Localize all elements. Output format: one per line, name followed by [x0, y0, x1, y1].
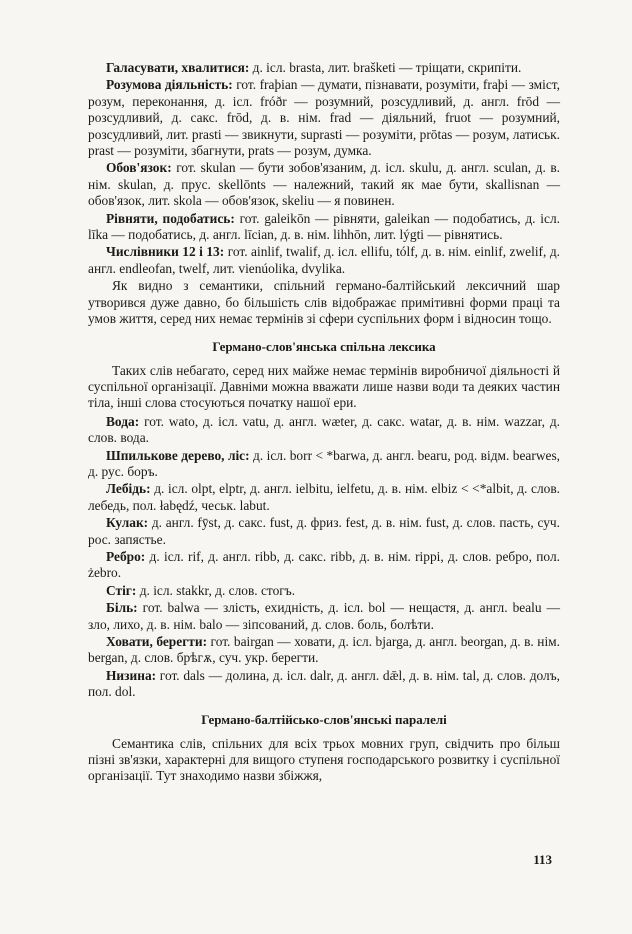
entry-mental-activity: Розумова діяльність: гот. fraþian — думати, пізнавати, розуміти, fraþi — зміст, розум, переконання, д. ісл. fróðr — розумний, розсудливий, д. англ. frōd — розсудливий, д. сакс. frōd, д. в. нім. frad — діяльний, fruot — розумний, розсудливий, лит. prasti — звикнути, suprasti — розуміти, prōtas — розум, латиськ. prast — розуміти, збагнути, prats — розум, думка.	[88, 77, 560, 159]
entry-hide-keep: Ховати, берегти: гот. bairgan — ховати, д. ісл. bjarga, д. англ. beorgan, д. в. нім. bergan, д. слов. брѣгѫ, суч. укр. берегти.	[88, 634, 560, 666]
entry-conifer-forest: Шпилькове дерево, ліс: д. ісл. borr < *barwa, д. англ. bearu, род. відм. bearwes, д. рус. боръ.	[88, 447, 560, 479]
entry-duty: Обов'язок: гот. skulan — бути зобов'язаним, д. ісл. skulu, д. англ. sculan, д. в. нім. skulan, д. прус. skellōnts — належний, такий як мае бути, skallisnan — обов'язок, лит. skola — обов'язок, skeliu — я повинен.	[88, 160, 560, 209]
section-title-germanic-baltic-slavic: Германо-балтійсько-слов'янські паралелі	[201, 711, 447, 727]
entry-swan: Лебідь: д. ісл. olpt, elptr, д. англ. ielbitu, ielfetu, д. в. нім. elbiz < <*albit, д. слов. лебедь, пол. łabędź, чеськ. labut.	[88, 481, 560, 513]
entry-numerals: Числівники 12 і 13: гот. ainlif, twalif, д. ісл. ellifu, tólf, д. в. нім. einlif, zwelif, д. англ. endleofan, twelf, лит. vienúolika, dvylika.	[88, 244, 560, 276]
paragraph-few-words: Таких слів небагато, серед них майже немає термінів виробничої діяльності й суспільної організації. Давніми можна вважати лише назви води та деяких частин тіла, інші слова стосуються початку нашої ери.	[88, 362, 560, 411]
entry-brag: Галасувати, хвалитися: д. ісл. brasta, лит. brašketi — тріщати, скрипіти.	[106, 60, 522, 75]
entry-water: Вода: гот. wato, д. ісл. vatu, д. англ. wæter, д. сакс. watar, д. в. нім. wazzar, д. слов. вода.	[88, 413, 560, 446]
paragraph-three-groups: Семантика слів, спільних для всіх трьох мовних груп, свідчить про більш пізні зв'язки, характерні для вищого ступеня господарського розвитку і суспільної організації. Тут знаходимо назви збіжжя,	[88, 735, 560, 784]
entry-pain: Біль: гот. balwa — злість, ехидність, д. ісл. bol — нещастя, д. англ. bealu — зло, лихо, д. в. нім. balo — зіпсований, д. слов. боль, болѣти.	[88, 600, 560, 632]
entry-rib: Ребро: д. ісл. rif, д. англ. ribb, д. сакс. ribb, д. в. нім. rippi, д. слов. ребро, пол. żebro.	[88, 548, 560, 581]
section-title-germanic-slavic: Германо-слов'янська спільна лексика	[212, 338, 436, 354]
page-number: 113	[533, 852, 552, 867]
paragraph-semantics: Як видно з семантики, спільний германо-балтійський лексичний шар утворився дуже давно, бо більшість слів відображає примітивні форми праці та умов життя, серед них немає термінів зі сфери суспільних форм і відносин тощо.	[88, 278, 560, 327]
entry-fist: Кулак: д. англ. fȳst, д. сакс. fust, д. фриз. fest, д. в. нім. fust, д. слов. пасть, суч. рос. запястье.	[88, 515, 560, 547]
entry-equal-like: Рівняти, подобатись: гот. galeikōn — рівняти, galeikan — подобатись, д. ісл. līka — подобатись, д. англ. līcian, д. в. нім. lihhōn, лит. lýgti — рівнятись.	[88, 210, 560, 243]
entry-lowland: Низина: гот. dals — долина, д. ісл. dalr, д. англ. dǣl, д. в. нім. tal, д. слов. долъ, пол. dol.	[88, 667, 560, 700]
entry-stack: Стіг: д. ісл. stakkr, д. слов. стогъ.	[106, 582, 296, 598]
